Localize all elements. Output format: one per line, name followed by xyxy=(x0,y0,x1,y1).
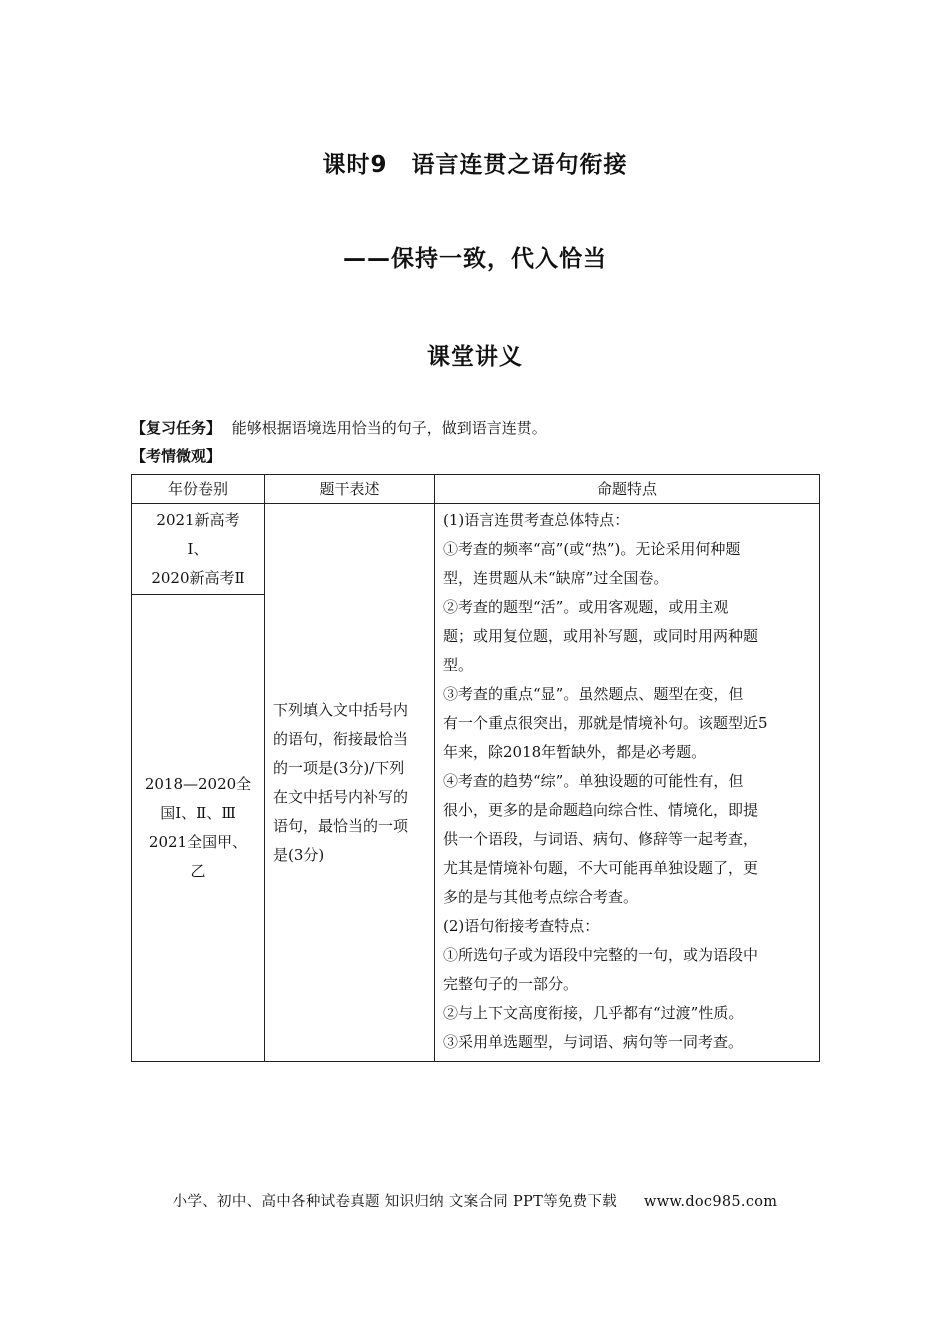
feature-item xyxy=(443,941,811,999)
exam-overview-label: 【考情微观】 xyxy=(131,447,222,465)
year-cell-2 xyxy=(132,595,265,1062)
stem-cell xyxy=(265,504,435,1062)
stem-line: 的语句，衔接最恰当 xyxy=(273,729,409,748)
feature-item xyxy=(443,1028,811,1057)
feature-item xyxy=(443,506,811,535)
feature-line: ①所选句子或为语段中完整的一句，或为语段中 xyxy=(443,946,759,964)
feature-line: 题；或用复位题，或用补写题，或同时用两种题 xyxy=(443,627,759,645)
exam-overview xyxy=(131,446,221,466)
header-year: 年份卷别 xyxy=(132,475,265,504)
feature-line: ③采用单选题型，与词语、病句等一同考查。 xyxy=(443,1033,744,1051)
feature-line: 多的是与其他考点综合考查。 xyxy=(443,888,639,906)
feature-line: ③考查的重点“显”。虽然题点、题型在变，但 xyxy=(443,685,744,703)
feature-line: 很小，更多的是命题趋向综合性、情境化，即提 xyxy=(443,801,759,819)
header-stem: 题干表述 xyxy=(265,475,435,504)
feature-line: 有一个重点很突出，那就是情境补句。该题型近5 xyxy=(443,714,768,732)
review-task xyxy=(131,418,547,438)
section-title: 课堂讲义 xyxy=(427,344,523,370)
feature-line: 尤其是情境补句题，不大可能再单独设题了，更 xyxy=(443,859,759,877)
review-task-label: 【复习任务】 xyxy=(131,419,222,437)
year-line: 2018—2020全 xyxy=(144,775,252,793)
stem-line: 的一项是(3分)/下列 xyxy=(273,758,405,777)
feature-line: 年来，除2018年暂缺外，都是必考题。 xyxy=(443,743,707,761)
year-line: Ⅰ、 xyxy=(187,540,209,558)
feature-line: ①考查的频率“高”(或“热”)。无论采用何种题 xyxy=(443,540,741,558)
year-line: 2021新高考 xyxy=(156,511,240,529)
page-footer xyxy=(0,1190,950,1211)
feature-item xyxy=(443,912,811,941)
feature-line: ④考查的趋势“综”。单独设题的可能性有，但 xyxy=(443,772,744,790)
review-task-text: 能够根据语境选用恰当的句子，做到语言连贯。 xyxy=(231,419,547,437)
year-line: 国Ⅰ、Ⅱ、Ⅲ xyxy=(160,804,236,822)
feature-item xyxy=(443,535,811,593)
feature-line: (2)语句衔接考查特点： xyxy=(443,917,600,935)
feature-item xyxy=(443,767,811,912)
feature-item xyxy=(443,680,811,767)
feature-line: 型。 xyxy=(443,656,474,674)
stem-line: 在文中括号内补写的 xyxy=(273,787,409,806)
lesson-subtitle: ——保持一致，代入恰当 xyxy=(343,246,607,272)
year-line: 乙 xyxy=(190,862,206,880)
feature-item xyxy=(443,999,811,1028)
feature-line: (1)语言连贯考查总体特点： xyxy=(443,511,630,529)
year-line: 2021全国甲、 xyxy=(148,833,248,851)
table-header-row xyxy=(132,475,820,504)
feature-line: 供一个语段，与词语、病句、修辞等一起考查， xyxy=(443,830,759,848)
feature-item xyxy=(443,593,811,680)
exam-table xyxy=(131,474,820,1062)
stem-line: 是(3分) xyxy=(273,845,325,864)
table-row xyxy=(132,504,820,595)
year-cell-1 xyxy=(132,504,265,595)
feature-line: 完整句子的一部分。 xyxy=(443,975,579,993)
footer-text: 小学、初中、高中各种试卷真题 知识归纳 文案合同 PPT等免费下载 xyxy=(172,1194,618,1210)
feature-line: ②与上下文高度衔接，几乎都有“过渡”性质。 xyxy=(443,1004,744,1022)
feature-line: 型，连贯题从未“缺席”过全国卷。 xyxy=(443,569,669,587)
year-line: 2020新高考Ⅱ xyxy=(151,569,245,587)
stem-line: 下列填入文中括号内 xyxy=(273,700,409,719)
lesson-title: 课时9 语言连贯之语句衔接 xyxy=(322,152,628,178)
footer-site-link[interactable]: www.doc985.com xyxy=(644,1194,778,1210)
stem-line: 语句，最恰当的一项 xyxy=(273,816,409,835)
features-cell xyxy=(435,504,820,1062)
header-features: 命题特点 xyxy=(435,475,820,504)
feature-line: ②考查的题型“活”。或用客观题，或用主观 xyxy=(443,598,729,616)
